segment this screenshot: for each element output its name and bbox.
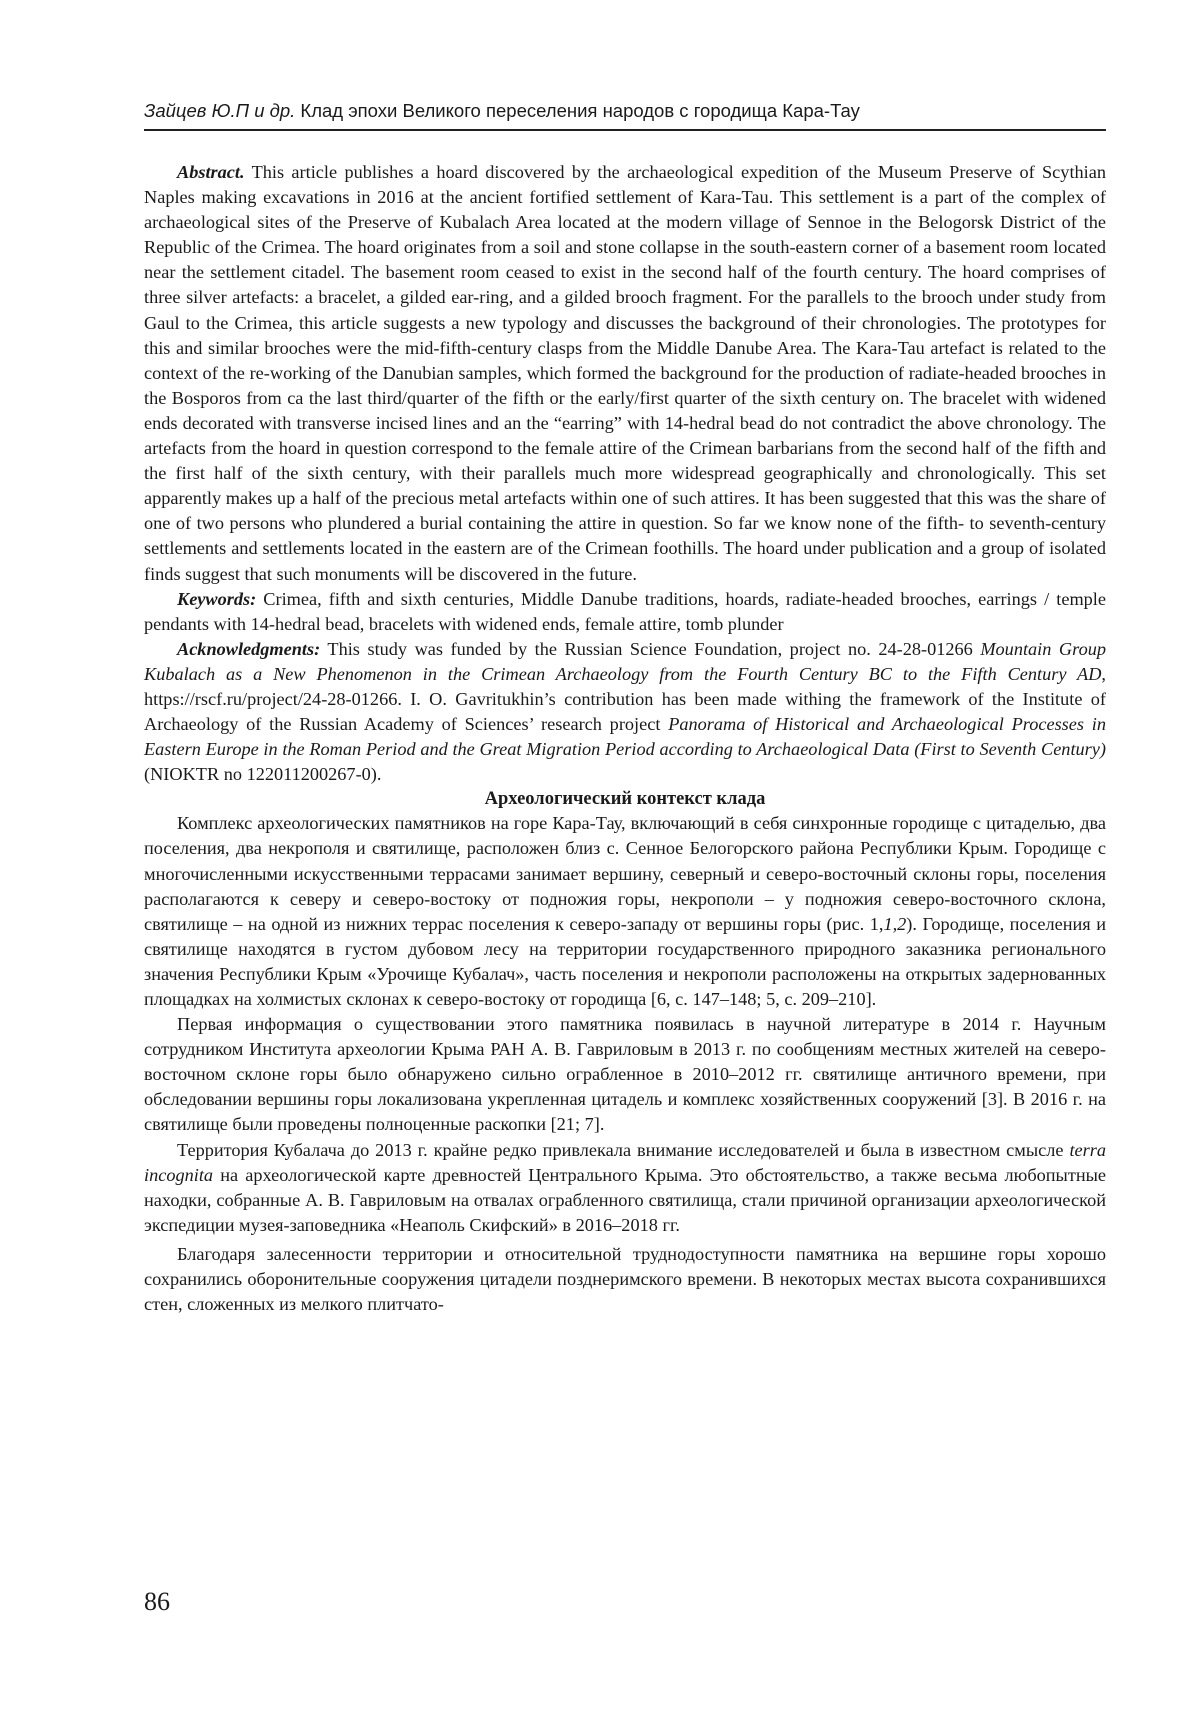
abstract-label: Abstract.	[177, 162, 245, 182]
keywords-label: Keywords:	[177, 588, 257, 609]
section-paragraph-1	[144, 811, 1106, 1012]
running-header	[144, 98, 1106, 124]
header-rule	[144, 129, 1106, 131]
acknowledgments-project-title-2: Panorama of Historical and Archaeological Processes in Eastern Europe in the Roman Period and the Great Migration Period according to Archaeological Data (First to Seventh Century)	[144, 714, 1106, 760]
acknowledgments-text-2: , https://rscf.ru/project/24-28-01266. I. O. Gavritukhin’s contribution has been made withing the framework of the Institute of Archaeology of the Russian Academy of Sciences’ research project	[144, 663, 1106, 735]
acknowledgments-text-1: This study was funded by the Russian Science Foundation, project no. 24-28-01266	[327, 638, 973, 659]
acknowledgments-paragraph	[144, 637, 1106, 788]
keywords-text: Crimea, fifth and sixth centuries, Middle Danube traditions, hoards, radiate-headed brooches, earrings / temple pendants with 14-hedral bead, bracelets with widened ends, female attire, tomb plunder	[144, 588, 1106, 634]
section-paragraph-3	[144, 1138, 1106, 1238]
latin-term: terra incognita	[144, 1139, 1106, 1185]
acknowledgments-project-title-1: Mountain Group Kubalach as a New Phenomenon in the Crimean Archaeology from the Fourth Century BC to the Fifth Century AD	[144, 638, 1106, 684]
header-authors: Зайцев Ю.П и др.	[144, 100, 296, 121]
section-paragraph-2: Первая информация о существовании этого памятника появилась в научной литературе в 2014 г. Научным сотрудником Института археологии Крыма РАН А. В. Гавриловым в 2013 г. по сообщениям местных жителей на северо-восточном склоне горы было обнаружено сильно ограбленное в 2010–2012 гг. святилище античного времени, при обследовании вершины горы локализована укрепленная цитадель и комплекс хозяйственных сооружений [3]. В 2016 г. на святилище были проведены полноценные раскопки [21; 7].	[144, 1014, 1106, 1135]
keywords-paragraph	[144, 587, 1106, 637]
figure-reference: 1,2	[883, 913, 907, 934]
abstract-paragraph	[144, 160, 1106, 587]
abstract-text: This article publishes a hoard discovered by the archaeological expedition of the Museum Preserve of Scythian Naples making excavations in 2016 at the ancient fortified settlement of Kara-Tau. This settlement is a part of the complex of archaeological sites of the Preserve of Kubalach Area located at the modern village of Sennoe in the Belogorsk District of the Republic of the Crimea. The hoard originates from a soil and stone collapse in the south-eastern corner of a basement room located near the settlement citadel. The basement room ceased to exist in the second half of the fourth century. The hoard comprises of three silver artefacts: a bracelet, a gilded ear-ring, and a gilded brooch fragment. For the parallels to the brooch under study from Gaul to the Crimea, this article suggests a new typology and discusses the background of their chronologies. The prototypes for this and similar brooches were the mid-fifth-century clasps from the Middle Danube Area. The Kara-Tau artefact is related to the context of the re-working of the Danubian samples, which formed the background for the production of radiate-headed brooches in the Bosporos from ca the last third/quarter of the fifth or the early/first quarter of the sixth century on. The bracelet with widened ends decorated with transverse incised lines and an the “earring” with 14-hedral bead do not contradict the above chronology. The artefacts from the hoard in question correspond to the female attire of the Crimean barbarians from the second half of the fifth and the first half of the sixth century, with their parallels much more widespread geographically and chronologically. This set apparently makes up a half of the precious metal artefacts within one of such attires. It has been suggested that this was the share of one of two persons who plundered a burial containing the attire in question. So far we know none of the fifth- to seventh-century settlements and settlements located in the eastern are of the Crimean foothills. The hoard under publication and a group of isolated finds suggest that such monuments will be discovered in the future.	[144, 162, 1106, 584]
header-title: Клад эпохи Великого переселения народов с городища Кара-Тау	[300, 100, 860, 121]
section-heading: Археологический контекст клада	[484, 789, 766, 810]
paragraph-1-text: Комплекс археологических памятников на горе Кара-Тау, включающий в себя синхронные городище с цитаделью, два поселения, два некрополя и святилище, расположен близ с. Сенное Белогорского района Республики Крым. Городище с многочисленными искусственными террасами занимает вершину, северный и северо-восточный склоны горы, поселения располагаются к северу и северо-востоку от подножия горы, некрополи – у подножия северо-восточного склона, святилище – на одной из нижних террас поселения к северо-западу от вершины горы (рис. 1,	[144, 813, 1106, 934]
article-body	[144, 160, 1106, 1317]
page-number: 86	[144, 1587, 170, 1616]
acknowledgments-text-3: (NIOKTR no 122011200267-0).	[144, 764, 382, 785]
paragraph-3-text-continued: на археологической карте древностей Центрального Крыма. Это обстоятельство, а также весьма любопытные находки, собранные А. В. Гавриловым на отвалах ограбленного святилища, стали причиной организации археологической экспедиции музея-заповедника «Неаполь Скифский» в 2016–2018 гг.	[144, 1164, 1106, 1235]
acknowledgments-label: Acknowledgments:	[177, 638, 321, 659]
paragraph-1-text-continued: ). Городище, поселения и святилище находятся в густом дубовом лесу на территории государственного природного заказника регионального значения Республики Крым «Урочище Кубалач», часть поселения и некрополи расположены на открытых задернованных площадках на холмистых склонах к северо-востоку от городища [6, с. 147–148; 5, с. 209–210].	[144, 913, 1106, 1009]
section-body	[144, 811, 1106, 1317]
section-paragraph-4: Благодаря залесенности территории и относительной труднодоступности памятника на вершине горы хорошо сохранились оборонительные сооружения цитадели позднеримского времени. В некоторых местах высота сохранившихся стен, сложенных из мелкого плитчато-	[144, 1243, 1106, 1315]
paragraph-3-text: Территория Кубалача до 2013 г. крайне редко привлекала внимание исследователей и была в известном смысле	[177, 1139, 1070, 1160]
